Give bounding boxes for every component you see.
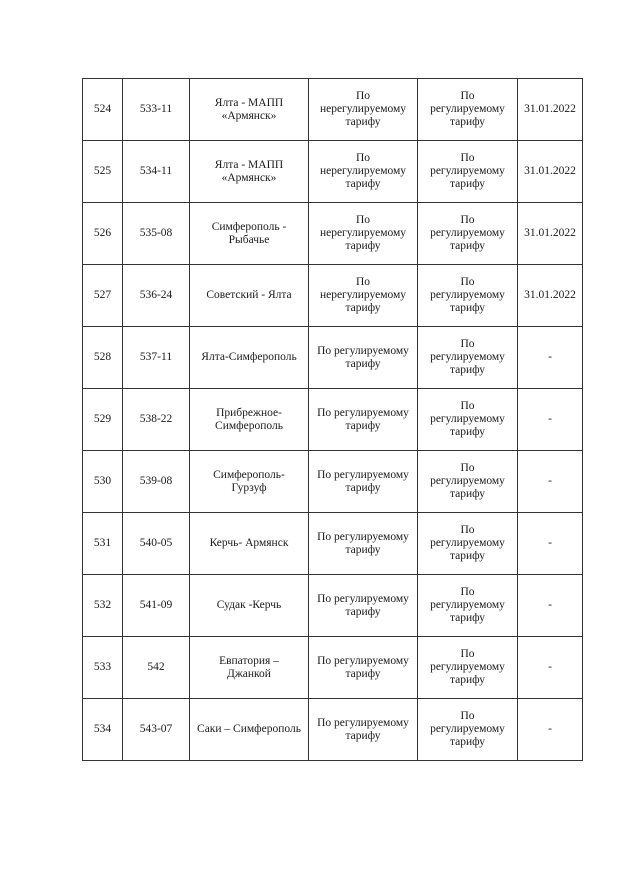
date-cell bbox=[518, 513, 583, 575]
route-code-cell-text: 534-11 bbox=[139, 165, 173, 177]
route-code-cell bbox=[123, 327, 190, 389]
tariff-type-cell bbox=[309, 699, 418, 761]
routes-table bbox=[82, 78, 583, 761]
route-name-cell-line: «Армянск» bbox=[221, 109, 277, 122]
row-number-cell bbox=[83, 575, 123, 637]
tariff-type-cell-line: тарифу bbox=[345, 178, 381, 190]
tariff-type-cell-2 bbox=[418, 265, 518, 327]
tariff-type-cell-2-line: По bbox=[460, 400, 475, 412]
tariff-type-cell-2 bbox=[418, 327, 518, 389]
row-number-cell-text: 525 bbox=[93, 165, 112, 177]
route-code-cell-text: 543-07 bbox=[139, 723, 173, 735]
tariff-type-cell-2-line: По bbox=[460, 524, 475, 536]
tariff-type-cell bbox=[309, 327, 418, 389]
tariff-type-cell bbox=[309, 575, 418, 637]
table-row bbox=[83, 141, 583, 203]
tariff-type-cell-2-line: регулируемому bbox=[430, 103, 505, 115]
tariff-type-cell-line: тарифу bbox=[345, 667, 381, 680]
date-cell-text: 31.01.2022 bbox=[524, 227, 576, 239]
route-name-cell-line: Симферополь - bbox=[211, 220, 287, 233]
table-row bbox=[83, 699, 583, 761]
tariff-type-cell-line: тарифу bbox=[345, 240, 381, 252]
tariff-type-cell-line: нерегулируемому bbox=[319, 165, 407, 177]
table-row bbox=[83, 389, 583, 451]
route-name-cell bbox=[190, 203, 309, 265]
route-name-cell-line: Судак -Керчь bbox=[216, 599, 282, 611]
tariff-type-cell-2-line: регулируемому bbox=[430, 661, 505, 673]
tariff-type-cell-line: тарифу bbox=[345, 116, 381, 128]
row-number-cell bbox=[83, 79, 123, 141]
tariff-type-cell-line: По bbox=[355, 214, 371, 226]
tariff-type-cell-line: тарифу bbox=[345, 302, 381, 314]
tariff-type-cell-line: тарифу bbox=[345, 419, 381, 432]
tariff-type-cell-2 bbox=[418, 699, 518, 761]
date-cell bbox=[518, 203, 583, 265]
tariff-type-cell-line: По bbox=[355, 276, 371, 288]
row-number-cell-text: 528 bbox=[93, 351, 112, 363]
row-number-cell-text: 524 bbox=[93, 103, 112, 115]
row-number-cell bbox=[83, 637, 123, 699]
route-name-cell-line: Рыбачье bbox=[228, 233, 270, 246]
tariff-type-cell-2-line: тарифу bbox=[449, 364, 486, 376]
date-cell-text: - bbox=[548, 475, 552, 487]
tariff-type-cell-line: По регулируемому bbox=[317, 344, 409, 357]
route-code-cell-text: 542 bbox=[147, 661, 165, 673]
row-number-cell-text: 529 bbox=[93, 413, 112, 425]
tariff-type-cell bbox=[309, 141, 418, 203]
route-name-cell-line: Керчь- Армянск bbox=[209, 537, 289, 549]
tariff-type-cell-2-line: тарифу bbox=[449, 302, 486, 314]
tariff-type-cell-2 bbox=[418, 389, 518, 451]
route-name-cell-line: Евпатория – bbox=[219, 654, 279, 667]
tariff-type-cell-line: нерегулируемому bbox=[319, 227, 407, 239]
route-name-cell-line: Прибрежное- bbox=[216, 406, 282, 419]
route-name-cell-line: Саки – Симферополь bbox=[197, 723, 301, 735]
table-row bbox=[83, 79, 583, 141]
route-code-cell-text: 538-22 bbox=[139, 413, 173, 425]
route-name-cell-line: Ялта-Симферополь bbox=[201, 351, 297, 363]
table-row bbox=[83, 327, 583, 389]
route-code-cell bbox=[123, 451, 190, 513]
row-number-cell bbox=[83, 203, 123, 265]
route-name-cell-line: Ялта - МАПП bbox=[214, 96, 284, 109]
tariff-type-cell-2-line: тарифу bbox=[449, 550, 486, 562]
tariff-type-cell-2 bbox=[418, 451, 518, 513]
tariff-type-cell bbox=[309, 79, 418, 141]
tariff-type-cell-line: По регулируемому bbox=[317, 716, 409, 729]
route-name-cell bbox=[190, 637, 309, 699]
route-name-cell bbox=[190, 389, 309, 451]
row-number-cell-text: 533 bbox=[93, 661, 112, 673]
row-number-cell-text: 532 bbox=[93, 599, 112, 611]
table-row bbox=[83, 513, 583, 575]
tariff-type-cell-2-line: тарифу bbox=[449, 612, 486, 624]
tariff-type-cell-2-line: По bbox=[460, 90, 475, 102]
tariff-type-cell-2-line: По bbox=[460, 276, 475, 288]
route-code-cell bbox=[123, 203, 190, 265]
date-cell bbox=[518, 141, 583, 203]
route-name-cell-line: Джанкой bbox=[227, 667, 271, 680]
route-code-cell-text: 540-05 bbox=[139, 537, 173, 549]
route-code-cell bbox=[123, 389, 190, 451]
row-number-cell-text: 527 bbox=[93, 289, 112, 301]
route-code-cell-text: 541-09 bbox=[139, 599, 173, 611]
date-cell bbox=[518, 79, 583, 141]
route-code-cell bbox=[123, 141, 190, 203]
route-code-cell-text: 539-08 bbox=[139, 475, 173, 487]
row-number-cell-text: 526 bbox=[93, 227, 112, 239]
tariff-type-cell-2-line: По bbox=[460, 214, 475, 226]
tariff-type-cell-2-line: регулируемому bbox=[430, 475, 505, 487]
route-code-cell-text: 535-08 bbox=[139, 227, 173, 239]
tariff-type-cell-2 bbox=[418, 141, 518, 203]
table-row bbox=[83, 265, 583, 327]
tariff-type-cell-2-line: По bbox=[460, 462, 475, 474]
table-row bbox=[83, 575, 583, 637]
row-number-cell bbox=[83, 141, 123, 203]
route-name-cell bbox=[190, 699, 309, 761]
tariff-type-cell-line: По регулируемому bbox=[317, 592, 409, 605]
route-code-cell bbox=[123, 699, 190, 761]
tariff-type-cell-2-line: По bbox=[460, 338, 475, 350]
table-row bbox=[83, 203, 583, 265]
tariff-type-cell bbox=[309, 513, 418, 575]
tariff-type-cell-2-line: регулируемому bbox=[430, 351, 505, 363]
tariff-type-cell-2-line: регулируемому bbox=[430, 227, 505, 239]
date-cell-text: - bbox=[548, 599, 552, 611]
date-cell-text: 31.01.2022 bbox=[524, 165, 576, 177]
route-name-cell bbox=[190, 79, 309, 141]
tariff-type-cell-2-line: тарифу bbox=[449, 736, 486, 748]
date-cell bbox=[518, 327, 583, 389]
tariff-type-cell-line: По регулируемому bbox=[317, 530, 409, 543]
route-name-cell bbox=[190, 575, 309, 637]
route-code-cell-text: 533-11 bbox=[139, 103, 173, 115]
route-name-cell-line: Симферополь bbox=[215, 419, 283, 432]
tariff-type-cell-line: тарифу bbox=[345, 481, 381, 494]
tariff-type-cell-2-line: По bbox=[460, 648, 475, 660]
tariff-type-cell-line: По регулируемому bbox=[317, 468, 409, 481]
tariff-type-cell-2-line: По bbox=[460, 710, 475, 722]
tariff-type-cell bbox=[309, 389, 418, 451]
tariff-type-cell-2 bbox=[418, 203, 518, 265]
route-code-cell bbox=[123, 637, 190, 699]
tariff-type-cell-2-line: регулируемому bbox=[430, 289, 505, 301]
tariff-type-cell-2-line: тарифу bbox=[449, 488, 486, 500]
route-name-cell-line: Гурзуф bbox=[231, 481, 267, 494]
date-cell bbox=[518, 389, 583, 451]
row-number-cell bbox=[83, 327, 123, 389]
tariff-type-cell-2 bbox=[418, 575, 518, 637]
tariff-type-cell-2 bbox=[418, 79, 518, 141]
tariff-type-cell bbox=[309, 451, 418, 513]
tariff-type-cell-2-line: По bbox=[460, 152, 475, 164]
tariff-type-cell bbox=[309, 265, 418, 327]
routes-table-body bbox=[83, 79, 583, 761]
route-name-cell-line: Советский - Ялта bbox=[206, 289, 292, 301]
route-name-cell bbox=[190, 451, 309, 513]
table-row bbox=[83, 637, 583, 699]
tariff-type-cell-line: тарифу bbox=[345, 605, 381, 618]
tariff-type-cell-2 bbox=[418, 513, 518, 575]
row-number-cell-text: 531 bbox=[93, 537, 112, 549]
tariff-type-cell-2 bbox=[418, 637, 518, 699]
tariff-type-cell bbox=[309, 203, 418, 265]
route-code-cell-text: 537-11 bbox=[139, 351, 173, 363]
tariff-type-cell-line: По регулируемому bbox=[317, 406, 409, 419]
date-cell-text: 31.01.2022 bbox=[524, 289, 576, 301]
tariff-type-cell-2-line: регулируемому bbox=[430, 599, 505, 611]
route-name-cell bbox=[190, 513, 309, 575]
tariff-type-cell-line: По регулируемому bbox=[317, 654, 409, 667]
row-number-cell bbox=[83, 389, 123, 451]
tariff-type-cell-2-line: тарифу bbox=[449, 426, 486, 438]
row-number-cell-text: 530 bbox=[93, 475, 112, 487]
tariff-type-cell-line: По bbox=[355, 90, 371, 102]
date-cell-text: - bbox=[548, 537, 552, 549]
row-number-cell bbox=[83, 265, 123, 327]
date-cell bbox=[518, 637, 583, 699]
tariff-type-cell-2-line: регулируемому bbox=[430, 413, 505, 425]
date-cell-text: - bbox=[548, 351, 552, 363]
route-name-cell-line: «Армянск» bbox=[221, 171, 277, 184]
route-code-cell-text: 536-24 bbox=[139, 289, 173, 301]
row-number-cell bbox=[83, 513, 123, 575]
tariff-type-cell-2-line: тарифу bbox=[449, 240, 486, 252]
route-code-cell bbox=[123, 575, 190, 637]
tariff-type-cell-line: тарифу bbox=[345, 357, 381, 370]
date-cell bbox=[518, 699, 583, 761]
tariff-type-cell-line: нерегулируемому bbox=[319, 289, 407, 301]
tariff-type-cell-2-line: тарифу bbox=[449, 674, 486, 686]
tariff-type-cell-line: По bbox=[355, 152, 371, 164]
date-cell-text: - bbox=[548, 413, 552, 425]
row-number-cell bbox=[83, 699, 123, 761]
date-cell-text: - bbox=[548, 661, 552, 673]
tariff-type-cell-line: тарифу bbox=[345, 543, 381, 556]
date-cell bbox=[518, 451, 583, 513]
route-name-cell-line: Ялта - МАПП bbox=[214, 158, 284, 171]
tariff-type-cell-2-line: регулируемому bbox=[430, 537, 505, 549]
tariff-type-cell-2-line: тарифу bbox=[449, 178, 486, 190]
route-name-cell-line: Симферополь- bbox=[213, 468, 285, 481]
date-cell bbox=[518, 575, 583, 637]
table-row bbox=[83, 451, 583, 513]
tariff-type-cell-2-line: тарифу bbox=[449, 116, 486, 128]
route-name-cell bbox=[190, 327, 309, 389]
tariff-type-cell-2-line: регулируемому bbox=[430, 723, 505, 735]
route-code-cell bbox=[123, 513, 190, 575]
tariff-type-cell-line: тарифу bbox=[345, 729, 381, 742]
route-code-cell bbox=[123, 79, 190, 141]
date-cell-text: - bbox=[548, 723, 552, 735]
route-name-cell bbox=[190, 141, 309, 203]
route-name-cell bbox=[190, 265, 309, 327]
date-cell-text: 31.01.2022 bbox=[524, 103, 576, 115]
tariff-type-cell bbox=[309, 637, 418, 699]
tariff-type-cell-2-line: регулируемому bbox=[430, 165, 505, 177]
route-code-cell bbox=[123, 265, 190, 327]
date-cell bbox=[518, 265, 583, 327]
row-number-cell bbox=[83, 451, 123, 513]
row-number-cell-text: 534 bbox=[93, 723, 112, 735]
tariff-type-cell-line: нерегулируемому bbox=[319, 103, 407, 115]
tariff-type-cell-2-line: По bbox=[460, 586, 475, 598]
